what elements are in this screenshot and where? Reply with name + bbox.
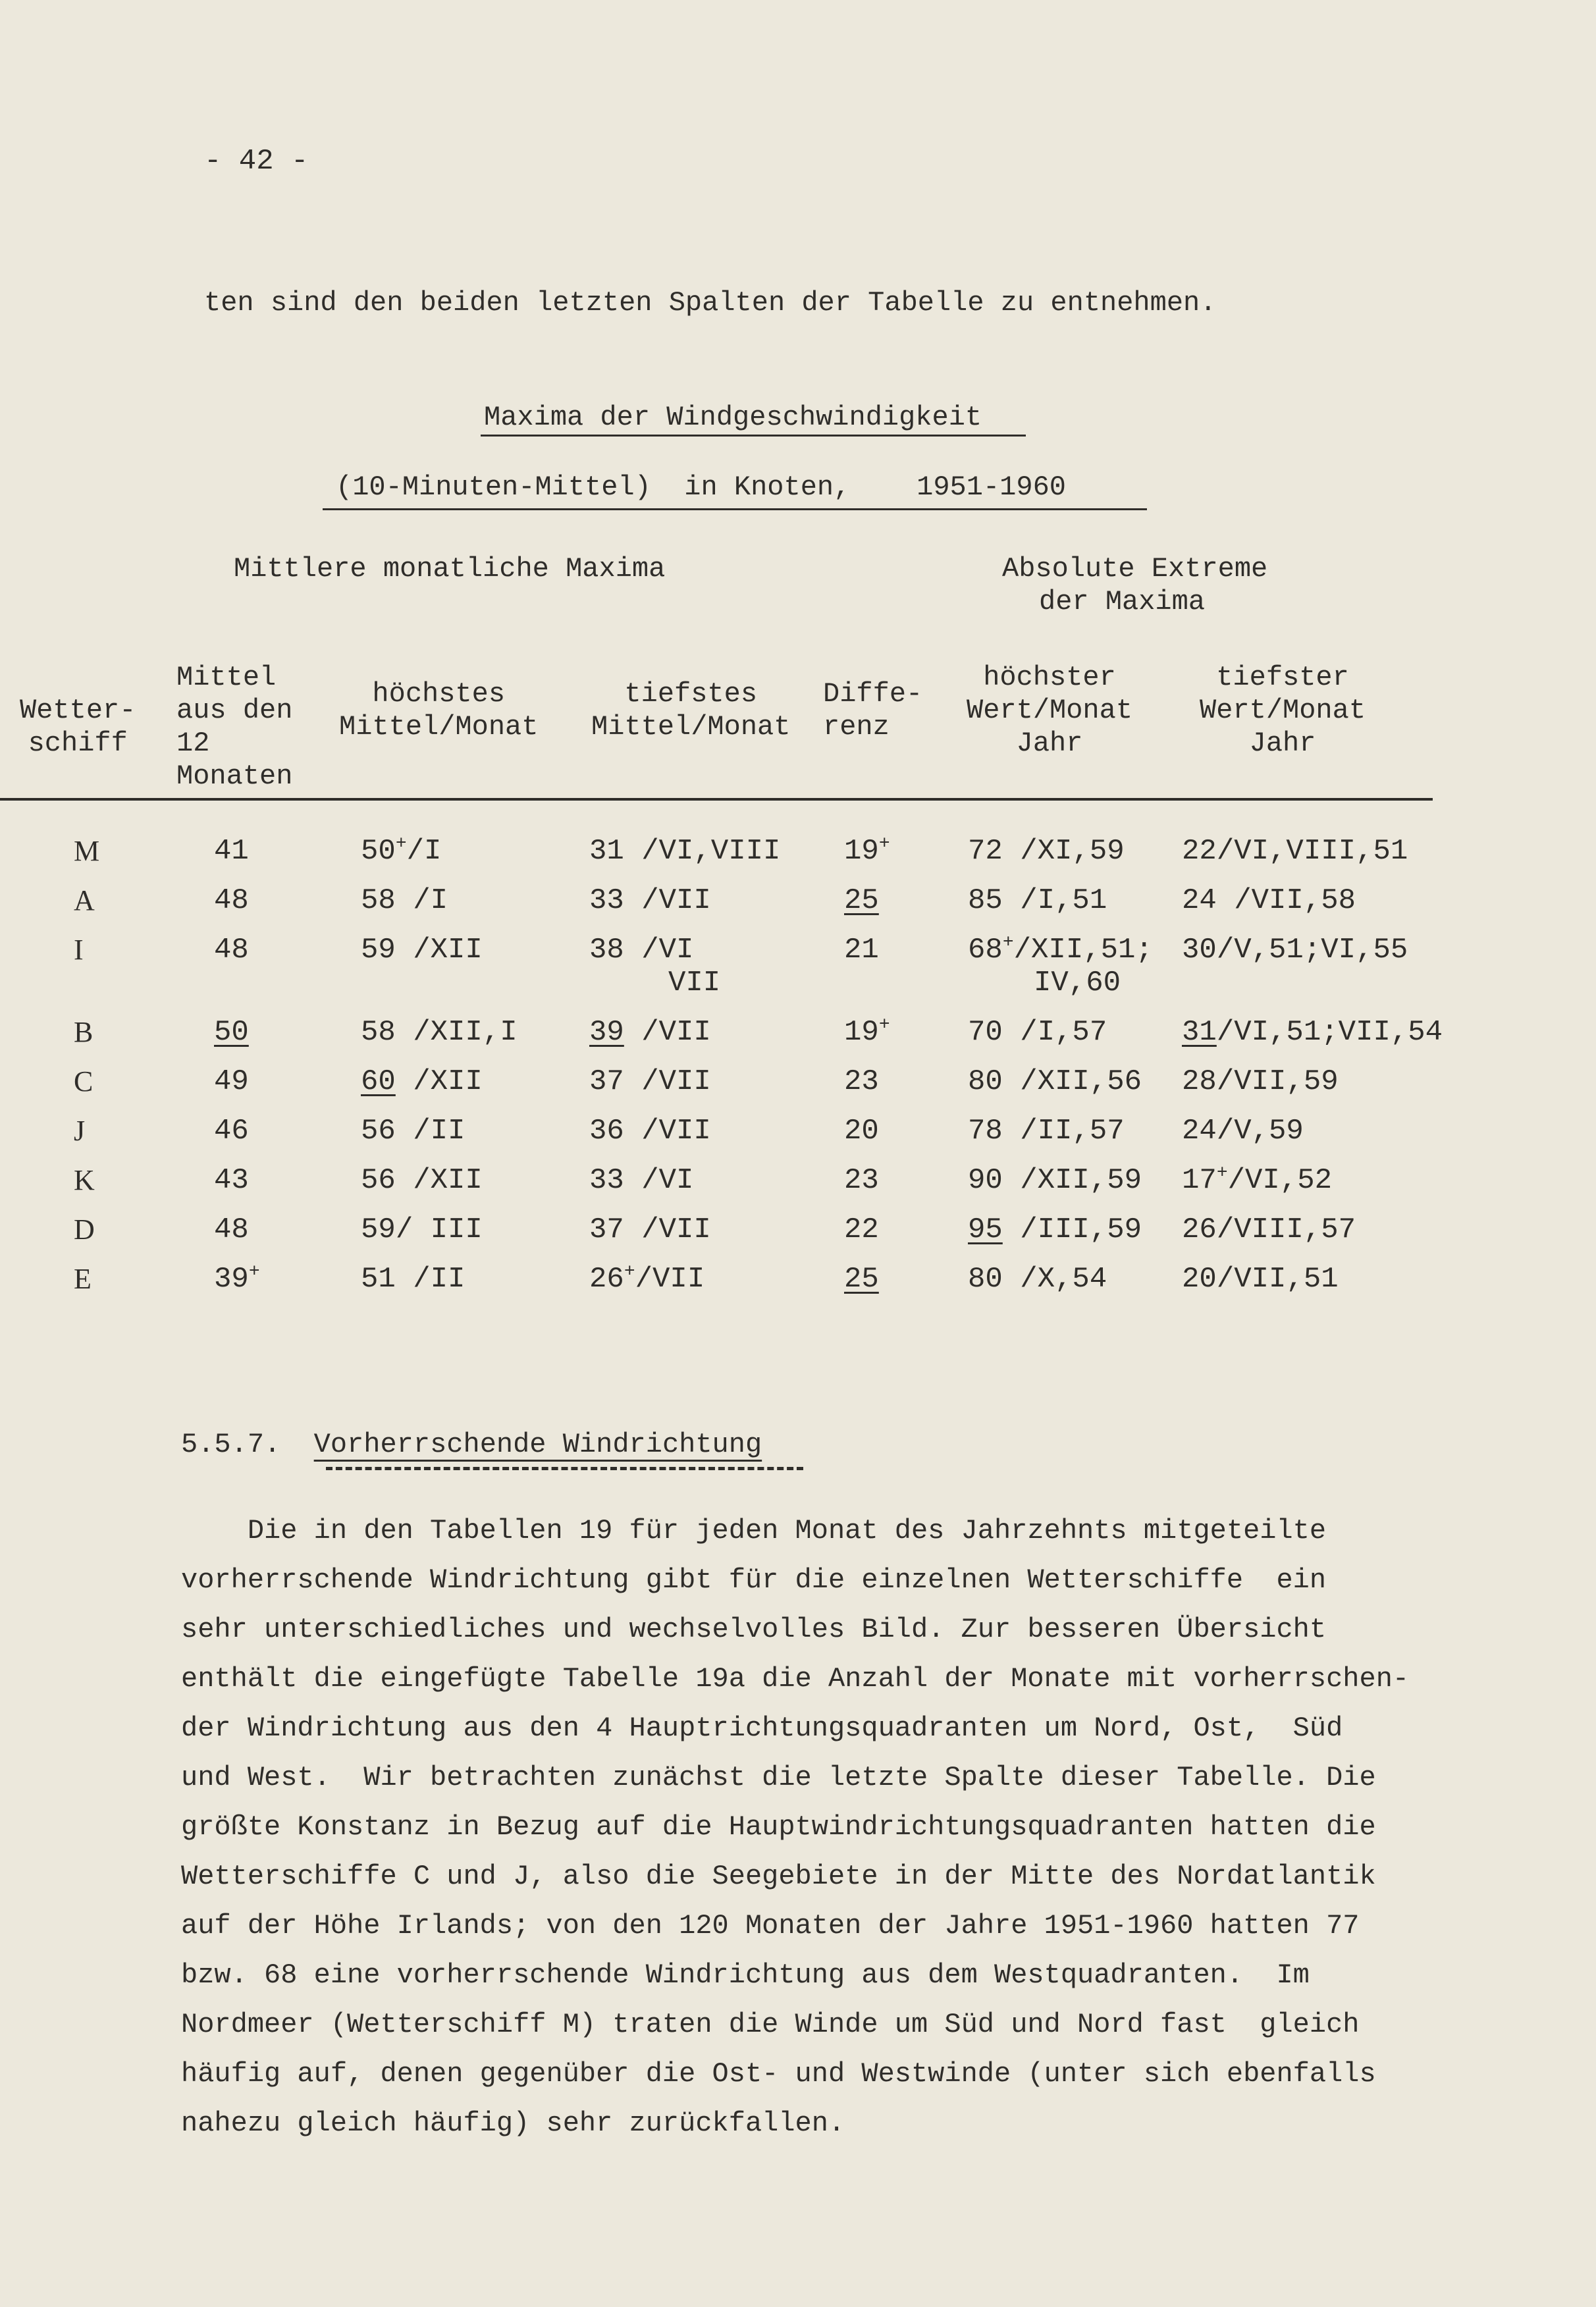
value-suffix: /V,51;VI,55 [1216, 934, 1408, 967]
value: 26 [589, 1263, 624, 1296]
highest-cell [361, 1263, 465, 1296]
value: 38 [589, 934, 624, 967]
ship-cell: A [74, 884, 95, 916]
value: 50 [361, 835, 396, 868]
value: 22 [1182, 835, 1217, 868]
value-suffix: /I,51 [1002, 884, 1107, 917]
abs-high-cell [968, 1016, 1107, 1049]
value: 43 [214, 1164, 249, 1197]
section-title: Vorherrschende Windrichtung [313, 1429, 762, 1460]
mean-cell [214, 1263, 260, 1296]
lowest-cell [589, 1263, 705, 1296]
value-suffix: /VII [635, 1263, 705, 1296]
paragraph-line: größte Konstanz in Bezug auf die Hauptwindrichtungsquadranten hatten die [181, 1811, 1376, 1843]
value: 28 [1182, 1065, 1217, 1098]
value: 19 [844, 835, 879, 868]
paragraph-line: auf der Höhe Irlands; von den 120 Monaten der Jahre 1951-1960 hatten 77 [181, 1910, 1360, 1942]
abs-low-cell [1182, 1016, 1443, 1049]
abs-low-cell [1182, 1164, 1332, 1197]
group-header-right-2: der Maxima [1039, 586, 1206, 618]
value: 80 [968, 1065, 1003, 1098]
abs-high-cell-cont: IV,60 [1034, 967, 1121, 999]
ship-cell: D [74, 1213, 95, 1246]
value: 85 [968, 884, 1003, 917]
lowest-cell [589, 1065, 711, 1098]
mean-cell [214, 1213, 249, 1246]
title-underline-1 [481, 435, 1026, 437]
paragraph-line: Nordmeer (Wetterschiff M) traten die Winde um Süd und Nord fast gleich [181, 2009, 1360, 2040]
value: 24 [1182, 1115, 1217, 1148]
value: 48 [214, 934, 249, 967]
value: 56 [361, 1115, 396, 1148]
value: 33 [589, 884, 624, 917]
col-header-abs-high: höchster Wert/Monat Jahr [967, 662, 1133, 759]
col-header-diff: Diffe- renz [823, 678, 923, 743]
highest-cell [361, 1065, 483, 1098]
ship-cell: I [74, 934, 84, 966]
value-suffix: /XII [395, 1065, 483, 1098]
value: 19 [844, 1016, 879, 1049]
value: 51 [361, 1263, 396, 1296]
diff-cell [844, 1164, 879, 1197]
value-suffix: /III,59 [1002, 1213, 1142, 1246]
col-header-highest: höchstes Mittel/Monat [339, 678, 539, 743]
mean-cell [214, 1164, 249, 1197]
highest-cell [361, 884, 448, 917]
value: 58 [361, 1016, 396, 1049]
value: 37 [589, 1065, 624, 1098]
diff-cell [844, 1213, 879, 1246]
ship-cell: M [74, 835, 100, 867]
col-header-abs-low: tiefster Wert/Monat Jahr [1200, 662, 1366, 759]
value: 80 [968, 1263, 1003, 1296]
lowest-cell [589, 1115, 711, 1148]
paragraph-line: häufig auf, denen gegenüber die Ost- und Westwinde (unter sich ebenfalls [181, 2058, 1376, 2090]
value: 59 [361, 1213, 396, 1246]
value-suffix: /XII,59 [1002, 1164, 1142, 1197]
value: 39 [589, 1016, 624, 1049]
value-suffix: /VII [624, 1115, 711, 1148]
value-suffix: /II,57 [1002, 1115, 1125, 1148]
page-number: - 42 - [204, 145, 309, 178]
value-suffix: /XII,I [395, 1016, 518, 1049]
ship-cell: E [74, 1263, 92, 1295]
highest-cell [361, 835, 441, 868]
value-suffix: /XI,59 [1002, 835, 1125, 868]
value: 23 [844, 1065, 879, 1098]
lowest-cell [589, 934, 693, 967]
abs-low-cell [1182, 1065, 1339, 1098]
abs-high-cell [968, 1263, 1107, 1296]
value-suffix: /XII [395, 1164, 483, 1197]
value: 58 [361, 884, 396, 917]
abs-high-cell [968, 1164, 1142, 1197]
abs-high-cell [968, 1115, 1125, 1148]
abs-low-cell [1182, 1263, 1339, 1296]
lowest-cell [589, 1164, 693, 1197]
mean-cell [214, 934, 249, 967]
ship-cell: J [74, 1115, 86, 1147]
highest-cell [361, 1213, 483, 1246]
ship-cell: K [74, 1164, 95, 1196]
mean-cell [214, 1065, 249, 1098]
value: 37 [589, 1213, 624, 1246]
paragraph-line: der Windrichtung aus den 4 Hauptrichtungsquadranten um Nord, Ost, Süd [181, 1712, 1343, 1744]
value: 31 [1182, 1016, 1217, 1049]
value: 72 [968, 835, 1003, 868]
value-suffix: /VII,58 [1216, 884, 1356, 917]
mean-cell [214, 1115, 249, 1148]
mean-cell [214, 1016, 249, 1049]
value: 26 [1182, 1213, 1217, 1246]
ship-cell: B [74, 1016, 93, 1048]
paragraph-line: sehr unterschiedliches und wechselvolles Bild. Zur besseren Übersicht [181, 1614, 1327, 1645]
value-suffix: /I [395, 884, 448, 917]
value-suffix: /VI,VIII [624, 835, 781, 868]
title-underline-2 [323, 508, 1147, 510]
value-suffix: /VII,59 [1216, 1065, 1339, 1098]
value: 39 [214, 1263, 249, 1296]
paragraph-line: Wetterschiffe C und J, also die Seegebiete in der Mitte des Nordatlantik [181, 1861, 1376, 1892]
lowest-cell [589, 884, 711, 917]
value-suffix: /VII [624, 1016, 711, 1049]
value-suffix: /VI,52 [1227, 1164, 1333, 1197]
paragraph-line: bzw. 68 eine vorherrschende Windrichtung aus dem Westquadranten. Im [181, 1959, 1310, 1991]
value: 68 [968, 934, 1003, 967]
abs-high-cell [968, 1213, 1142, 1246]
paragraph-line: enthält die eingefügte Tabelle 19a die Anzahl der Monate mit vorherrschen- [181, 1663, 1410, 1695]
intro-line: ten sind den beiden letzten Spalten der Tabelle zu entnehmen. [204, 287, 1217, 319]
group-header-left: Mittlere monatliche Maxima [234, 553, 666, 585]
section-number: 5.5.7. [181, 1429, 281, 1460]
value: 46 [214, 1115, 249, 1148]
group-header-right-1: Absolute Extreme [1002, 553, 1268, 585]
value: 95 [968, 1213, 1003, 1246]
value: 17 [1182, 1164, 1217, 1197]
value-suffix: /VI,VIII,51 [1216, 835, 1408, 868]
value: 56 [361, 1164, 396, 1197]
table-title-line2: (10-Minuten-Mittel) in Knoten, 1951-1960 [336, 471, 1066, 503]
ship-cell: C [74, 1065, 93, 1098]
abs-low-cell [1182, 934, 1408, 967]
value: 25 [844, 884, 879, 917]
value-suffix: /VI,51;VII,54 [1216, 1016, 1443, 1049]
abs-high-cell [968, 1065, 1142, 1098]
plus-marker: + [624, 1261, 635, 1283]
abs-high-cell [968, 884, 1107, 917]
col-header-lowest: tiefstes Mittel/Monat [591, 678, 791, 743]
section-heading [181, 1427, 762, 1462]
value-suffix: /XII [395, 934, 483, 967]
paragraph-line: und West. Wir betrachten zunächst die letzte Spalte dieser Tabelle. Die [181, 1762, 1376, 1793]
plus-marker: + [1216, 1163, 1228, 1184]
value: 36 [589, 1115, 624, 1148]
value: 48 [214, 1213, 249, 1246]
value: 50 [214, 1016, 249, 1049]
value-suffix: /VII [624, 884, 711, 917]
value-suffix: /V,59 [1216, 1115, 1304, 1148]
value: 59 [361, 934, 396, 967]
value-suffix: /VI [624, 1164, 694, 1197]
diff-cell [844, 1016, 890, 1049]
value: 90 [968, 1164, 1003, 1197]
diff-cell [844, 835, 890, 868]
plus-marker: + [248, 1261, 260, 1283]
value-suffix: /VI [624, 934, 694, 967]
highest-cell [361, 934, 483, 967]
value: 20 [844, 1115, 879, 1148]
value: 23 [844, 1164, 879, 1197]
value-suffix: /XII,51; [1013, 934, 1153, 967]
value-suffix: /VII [624, 1065, 711, 1098]
col-header-mean: Mittel aus den 12 Monaten [176, 662, 293, 792]
lowest-cell [589, 835, 780, 868]
abs-low-cell [1182, 1115, 1304, 1148]
highest-cell [361, 1016, 518, 1049]
plus-marker: + [1002, 932, 1014, 953]
value: 70 [968, 1016, 1003, 1049]
value-suffix: /II [395, 1263, 466, 1296]
value: 30 [1182, 934, 1217, 967]
value-suffix: /I [406, 835, 442, 868]
value: 25 [844, 1263, 879, 1296]
value-suffix: /VII [624, 1213, 711, 1246]
value-suffix: /II [395, 1115, 466, 1148]
abs-low-cell [1182, 835, 1408, 868]
lowest-cell [589, 1213, 711, 1246]
abs-low-cell [1182, 1213, 1356, 1246]
value-suffix: /I,57 [1002, 1016, 1107, 1049]
diff-cell [844, 1263, 879, 1296]
highest-cell [361, 1164, 483, 1197]
col-header-ship: Wetter- schiff [20, 695, 136, 759]
plus-marker: + [878, 1015, 890, 1036]
value: 78 [968, 1115, 1003, 1148]
table-title-line1: Maxima der Windgeschwindigkeit [484, 402, 982, 433]
paragraph-line: nahezu gleich häufig) sehr zurückfallen. [181, 2108, 845, 2139]
abs-low-cell [1182, 884, 1356, 917]
value: 22 [844, 1213, 879, 1246]
plus-marker: + [878, 834, 890, 855]
value: 41 [214, 835, 249, 868]
diff-cell [844, 934, 879, 967]
highest-cell [361, 1115, 465, 1148]
value: 49 [214, 1065, 249, 1098]
value: 21 [844, 934, 879, 967]
value-suffix: /VIII,57 [1216, 1213, 1356, 1246]
abs-high-cell [968, 934, 1153, 967]
diff-cell [844, 1115, 879, 1148]
diff-cell [844, 884, 879, 917]
value: 33 [589, 1164, 624, 1197]
value-suffix: /VII,51 [1216, 1263, 1339, 1296]
value: 31 [589, 835, 624, 868]
table-header-rule [0, 798, 1433, 801]
paragraph-line: Die in den Tabellen 19 für jeden Monat des Jahrzehnts mitgeteilte [181, 1515, 1327, 1547]
value-suffix: /XII,56 [1002, 1065, 1142, 1098]
mean-cell [214, 884, 249, 917]
lowest-cell [589, 1016, 711, 1049]
paragraph-line: vorherrschende Windrichtung gibt für die einzelnen Wetterschiffe ein [181, 1564, 1327, 1596]
value: 24 [1182, 884, 1217, 917]
plus-marker: + [395, 834, 407, 855]
abs-high-cell [968, 835, 1125, 868]
mean-cell [214, 835, 249, 868]
value-suffix: /X,54 [1002, 1263, 1107, 1296]
lowest-cell-cont: VII [668, 967, 721, 999]
diff-cell [844, 1065, 879, 1098]
value: 60 [361, 1065, 396, 1098]
value-suffix: / III [395, 1213, 483, 1246]
value: 48 [214, 884, 249, 917]
section-dashed-rule [326, 1467, 803, 1470]
value: 20 [1182, 1263, 1217, 1296]
